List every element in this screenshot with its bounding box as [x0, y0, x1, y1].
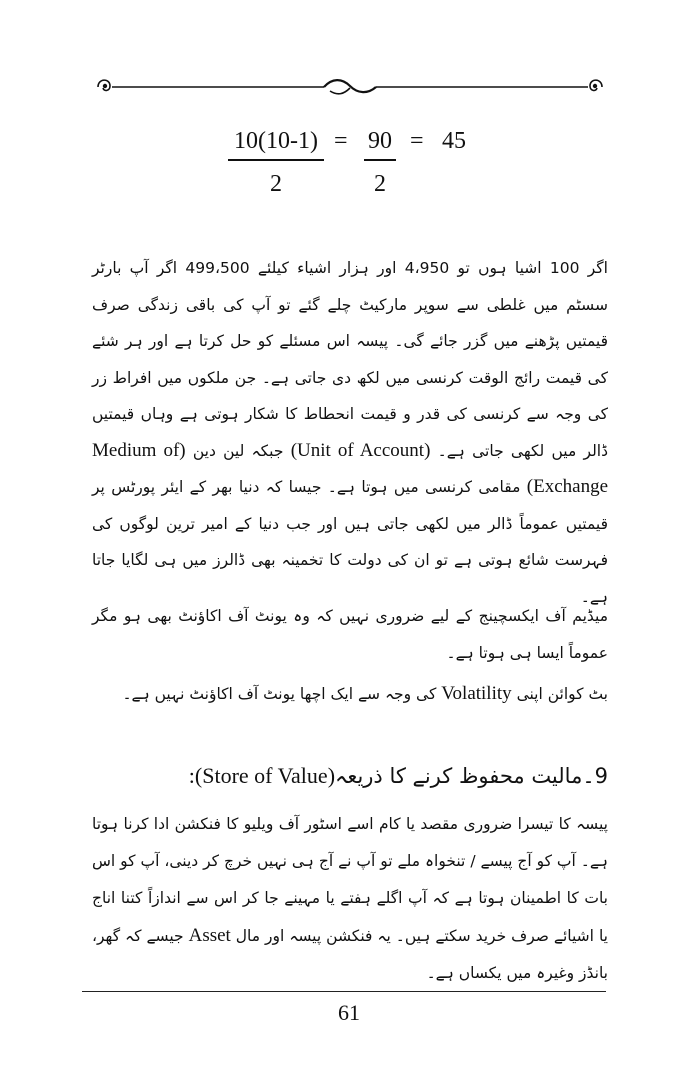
paragraph-text: جیسے کہ گھر، بانڈز وغیرہ میں یکساں ہے۔: [92, 927, 608, 982]
paragraph-text: جبکہ لین دین: [185, 441, 291, 460]
paragraph-store-of-value: [92, 806, 608, 992]
paragraph-text: بٹ کوائن اپنی: [511, 685, 608, 703]
section-heading-urdu: 9۔مالیت محفوظ کرنے کا ذریعہ: [335, 764, 608, 788]
asset-term: Asset: [188, 925, 231, 946]
unit-of-account-term: (Unit of Account): [290, 439, 431, 461]
paragraph-text: اگر 100 اشیا ہوں تو 4،950 اور ہزار اشیاء کیلئے 499،500 اگر آپ بارٹر سسٹم میں غلطی سے سوپر مارکیٹ چلے گئے تو آپ کی باقی زندگی صرف قیمتیں پڑھنے میں گزر جائے گی۔ پیسہ اس مسئلے کو حل کرتا ہے اور ہر شئے کی قیمت رائج الوقت کرنسی میں لکھ دی جاتی ہے۔ جن ملکوں میں افراط زر کی وجہ سے کرنسی کی قدر و قیمت انحطاط کا شکار ہوتی ہے وہاں قیمتیں ڈالر میں لکھی جاتی ہے۔: [92, 259, 608, 460]
medium-of-exchange-term: (Medium of Exchange): [92, 439, 608, 497]
fraction-left: [228, 128, 324, 198]
formula-equals-1: =: [334, 128, 348, 154]
formula-denominator-left: 2: [270, 171, 282, 197]
decorative-divider-ornament: [92, 72, 608, 102]
footer-divider: [82, 991, 606, 992]
formula-block: [228, 128, 488, 208]
section-heading-latin: (Store of Value):: [188, 763, 336, 788]
paragraph-medium-of-exchange: [92, 598, 608, 671]
volatility-term: Volatility: [441, 683, 512, 704]
formula-denominator-right: 2: [374, 171, 386, 197]
section-heading-store-of-value: [92, 758, 608, 794]
paragraph-text: کی وجہ سے ایک اچھا یونٹ آف اکاؤنٹ نہیں ہے۔: [122, 685, 442, 703]
formula-numerator-right: 90: [364, 128, 396, 161]
formula-equals-2: =: [410, 128, 424, 154]
fraction-right: [364, 128, 396, 198]
page-number: 61: [338, 1000, 360, 1025]
paragraph-text: پیسہ کا تیسرا ضروری مقصد یا کام اسے اسٹور آف ویلیو کا فنکشن ادا کرنا ہوتا ہے۔ آپ کو آج پیسے / تنخواہ ملے تو آپ نے آج ہی نہیں خرچ کر دینی، آپ کو اس بات کا اطمینان ہوتا ہے کہ آپ اگلے ہفتے یا مہینے جا کر اس سے اندازاً کتنا اناج یا اشیائے صرف خرید سکتے ہیں۔ یہ فنکشن پیسہ اور مال: [92, 815, 608, 945]
formula-numerator-left: 10(10-1): [228, 128, 324, 161]
paragraph-text: میڈیم آف ایکسچینج کے لیے ضروری نہیں کہ وہ یونٹ آف اکاؤنٹ بھی ہو مگر عموماً ایسا ہی ہوتا ہے۔: [92, 607, 608, 662]
formula-result: 45: [442, 128, 466, 154]
paragraph-text: مقامی کرنسی میں ہوتا ہے۔ جیسا کہ دنیا بھر کے ایئر پورٹس پر قیمتیں عموماً ڈالر میں لکھی جاتی ہیں اور جب دنیا کے امیر ترین لوگوں کی فہرست شائع ہوتی ہے تو ان کی دولت کا تخمینہ بھی ڈالرز میں ہی لگایا جاتا ہے۔: [92, 478, 608, 606]
paragraph-unit-of-account: [92, 250, 608, 615]
paragraph-bitcoin-volatility: [92, 676, 608, 713]
